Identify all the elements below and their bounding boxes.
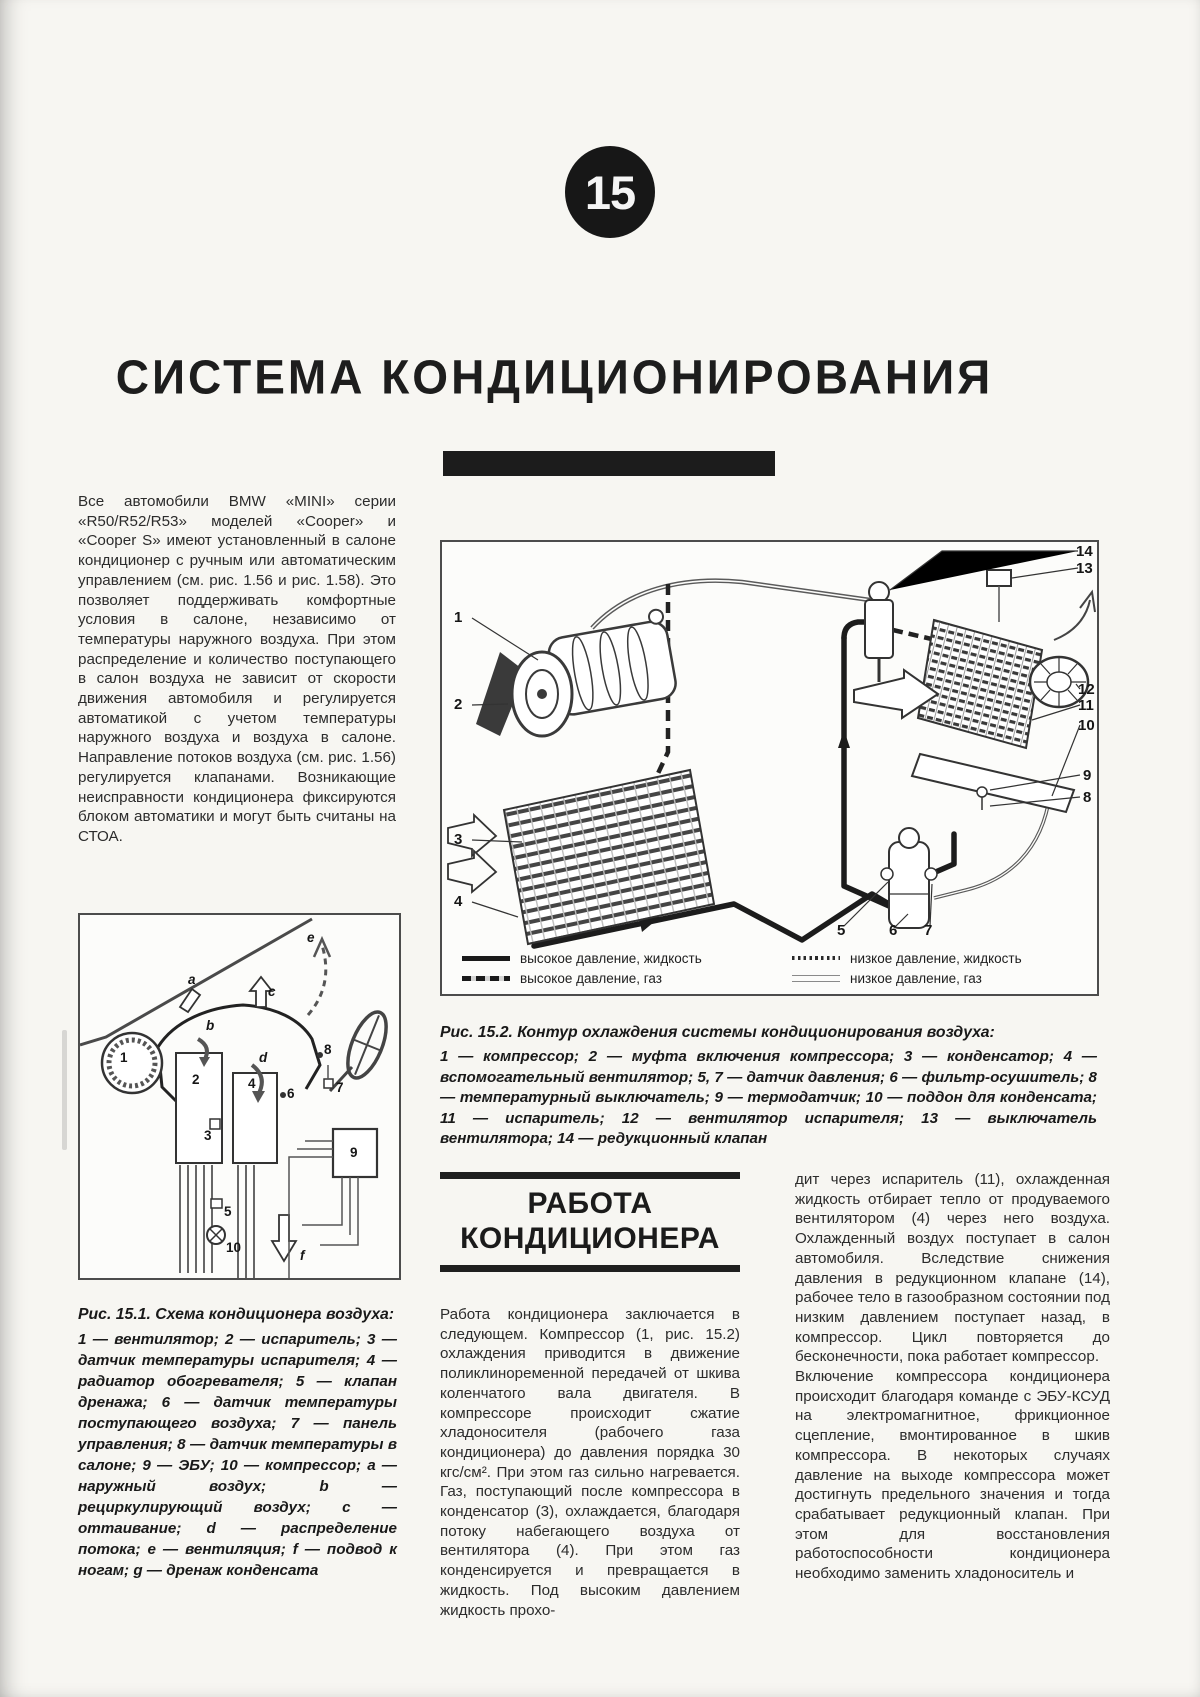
figure-15-1-diagram (78, 913, 401, 1280)
legend-swatch-solid-line (462, 956, 510, 961)
legend-label: высокое давление, газ (520, 970, 662, 986)
operation-column-1: Работа кондиционера заключается в следующем. Компрессор (1, рис. 15.2) охлаждения приводится в движение поликлиноременной передачей от шкива коленчатого вала двигателя. В компрессоре происходит сжатие хладоносителя (рабочего газа кондиционера) до давления порядка 30 кгс/см². При этом газ сильно нагревается. Газ, поступающий после компрессора в конденсатор (3), охлаждается, благодаря потоку набегающего воздуха от вентилятора (4). При этом газ конденсируется и превращается в жидкость. Под высоким давлением жидкость прохо- (440, 1306, 740, 1619)
fig1-label: e (307, 930, 315, 945)
fig1-label: 1 (120, 1050, 128, 1065)
figure-15-2-caption (440, 1022, 1097, 1150)
hvac-scheme-drawing (80, 915, 399, 1278)
fig1-label: 10 (226, 1240, 242, 1255)
fig2-callout: 3 (454, 831, 463, 848)
legend-lp-liquid (792, 950, 1022, 966)
legend-hp-liquid (462, 950, 702, 966)
fig1-label: d (259, 1050, 268, 1065)
legend-swatch-dashed-line (462, 976, 510, 981)
section-heading-line1: РАБОТА (527, 1187, 653, 1220)
fig1-label: 5 (224, 1204, 232, 1219)
section-heading (440, 1172, 740, 1272)
fig2-callout: 6 (889, 922, 898, 939)
title-underline-bar (443, 451, 775, 476)
page-title: СИСТЕМА КОНДИЦИОНИРОВАНИЯ (115, 349, 994, 405)
fig1-label: 3 (204, 1128, 212, 1143)
figure-15-1-caption-title: Рис. 15.1. Схема кондиционера воздуха: (78, 1306, 394, 1323)
fig1-label: 8 (324, 1042, 332, 1057)
fig2-callout: 8 (1083, 789, 1092, 806)
operation-paragraph-1: дит через испаритель (11), охлажденная жидкость отбирает тепло от продуваемого вентилятором (4) через него воздуха. Охлажденный воздух поступает в салон автомобиля. Вследствие снижения давления в редукционном клапане (14), рабочее тело в газообразном состоянии под низким давлением поступает назад, в компрессор. Цикл повторяется до бесконечности, пока работает компрессор. (795, 1171, 1110, 1366)
figure-15-1-caption (78, 1304, 397, 1581)
figure-15-1-caption-legend: 1 — вентилятор; 2 — испаритель; 3 — датчик температуры испарителя; 4 — радиатор обогревателя; 5 — клапан дренажа; 6 — датчик температуры поступающего воздуха; 7 — панель управления; 8 — датчик температуры в салоне; 9 — ЭБУ; 10 — компрессор; a — наружный воздух; b — рециркулирующий воздух; c — оттаивание; d — распределение потока; e — вентиляция; f — подвод к ногам; g — дренаж конденсата (78, 1330, 397, 1579)
fig2-callout: 10 (1078, 717, 1095, 734)
figure-15-2-caption-legend: 1 — компрессор; 2 — муфта включения компрессора; 3 — конденсатор; 4 — вспомогательный вентилятор; 5, 7 — датчик давления; 6 — фильтр-осушитель; 8 — температурный выключатель; 9 — термодатчик; 10 — поддон для конденсата; 11 — испаритель; 12 — вентилятор испарителя; 13 — выключатель вентилятора; 14 — редукционный клапан (440, 1048, 1097, 1148)
fig1-label: f (300, 1248, 305, 1263)
fig2-callout: 4 (454, 893, 463, 910)
operation-column-2 (795, 1170, 1110, 1584)
scan-artifact (62, 1030, 67, 1150)
intro-paragraph: Все автомобили BMW «MINI» серии «R50/R52/R53» моделей «Cooper» и «Cooper S» имеют установленный в салоне кондиционер с ручным или автоматическим управлением (см. рис. 1.56 и рис. 1.58). Это позволяет поддерживать комфортные условия в салоне, независимо от температуры наружного воздуха. При этом распределение и количество поступающего в салон воздуха не зависит от скорости движения автомобиля и регулируется автоматикой с учетом температуры наружного воздуха и воздуха в салоне. Направление потоков воздуха (см. рис. 1.56) регулируется клапанами. Возникающие неисправности кондиционера фиксируются блоком автоматики и могут быть считаны на СТОА. (78, 493, 396, 845)
cooling-circuit-drawing (442, 542, 1097, 994)
fig2-callout: 1 (454, 609, 463, 626)
fig2-callout: 11 (1078, 697, 1094, 714)
operation-paragraph-2: Включение компрессора кондиционера происходит благодаря команде с ЭБУ-КСУД на электромагнитное, фрикционное сцепление, вмонтированное в шкив компрессора. В некоторых случаях давление на выходе компрессора может достигнуть предельного значения и тогда срабатывает редукционный клапан. При этом для восстановления работоспособности кондиционера необходимо заменить хладоноситель и (795, 1368, 1110, 1583)
legend-label: низкое давление, жидкость (850, 950, 1022, 966)
fig2-callout: 12 (1078, 681, 1095, 698)
fig2-callout: 14 (1076, 543, 1093, 560)
legend-swatch-double-line (792, 975, 840, 982)
legend-label: низкое давление, газ (850, 970, 982, 986)
fig1-label: 9 (350, 1145, 358, 1160)
fig2-callout: 5 (837, 922, 846, 939)
legend-swatch-dotted-line (792, 956, 840, 960)
legend-hp-gas (462, 970, 662, 986)
fig1-label: 7 (336, 1080, 344, 1095)
figure-15-2-caption-title: Рис. 15.2. Контур охлаждения системы кондиционирования воздуха: (440, 1024, 995, 1041)
fig1-label: c (268, 984, 276, 999)
chapter-number: 15 (584, 165, 636, 219)
fig1-label: a (188, 972, 196, 987)
fig2-callout: 2 (454, 696, 463, 713)
fig2-callout: 13 (1076, 560, 1093, 577)
legend-label: высокое давление, жидкость (520, 950, 702, 966)
section-heading-line2: КОНДИЦИОНЕРА (460, 1222, 720, 1255)
figure-15-2-diagram (440, 540, 1099, 996)
legend-lp-gas (792, 970, 982, 986)
fig1-label: 4 (248, 1076, 256, 1091)
fig2-callout: 7 (924, 922, 933, 939)
fig1-label: 2 (192, 1072, 200, 1087)
fig1-label: b (206, 1018, 215, 1033)
chapter-number-badge (565, 146, 655, 238)
fig2-callout: 9 (1083, 767, 1092, 784)
fig1-label: 6 (287, 1086, 295, 1101)
